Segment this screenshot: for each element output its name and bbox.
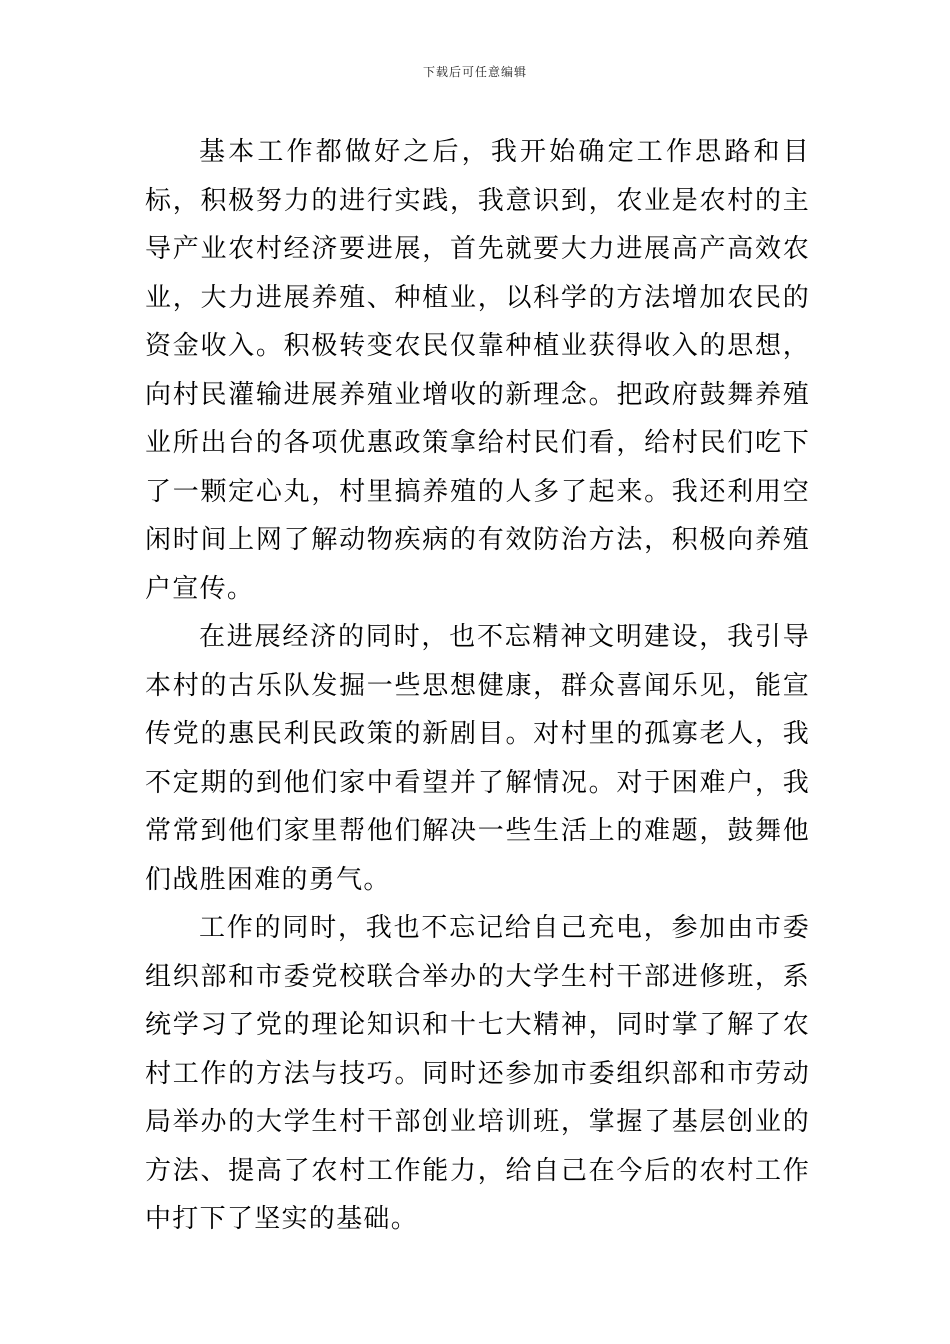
paragraph-1: 基本工作都做好之后，我开始确定工作思路和目标，积极努力的进行实践，我意识到，农业是农村的主导产业农村经济要进展，首先就要大力进展高产高效农业，大力进展养殖、种植业，以科学的方法增加农民的资金收入。积极转变农民仅靠种植业获得收入的思想，向村民灌输进展养殖业增收的新理念。把政府鼓舞养殖业所出台的各项优惠政策拿给村民们看，给村民们吃下了一颗定心丸，村里搞养殖的人多了起来。我还利用空闲时间上网了解动物疾病的有效防治方法，积极向养殖户宣传。 (145, 137, 810, 604)
paragraph-3: 工作的同时，我也不忘记给自己充电，参加由市委组织部和市委党校联合举办的大学生村干部进修班，系统学习了党的理论知识和十七大精神，同时掌了解了农村工作的方法与技巧。同时还参加市委组织部和市劳动局举办的大学生村干部创业培训班，掌握了基层创业的方法、提高了农村工作能力，给自己在今后的农村工作中打下了坚实的基础。 (145, 913, 810, 1234)
document-body (145, 128, 810, 1244)
paragraph-2: 在进展经济的同时，也不忘精神文明建设，我引导本村的古乐队发掘一些思想健康，群众喜闻乐见，能宣传党的惠民利民政策的新剧目。对村里的孤寡老人，我不定期的到他们家中看望并了解情况。对于困难户，我常常到他们家里帮他们解决一些生活上的难题，鼓舞他们战胜困难的勇气。 (145, 622, 810, 895)
page-header: 下载后可任意编辑 (422, 65, 527, 79)
